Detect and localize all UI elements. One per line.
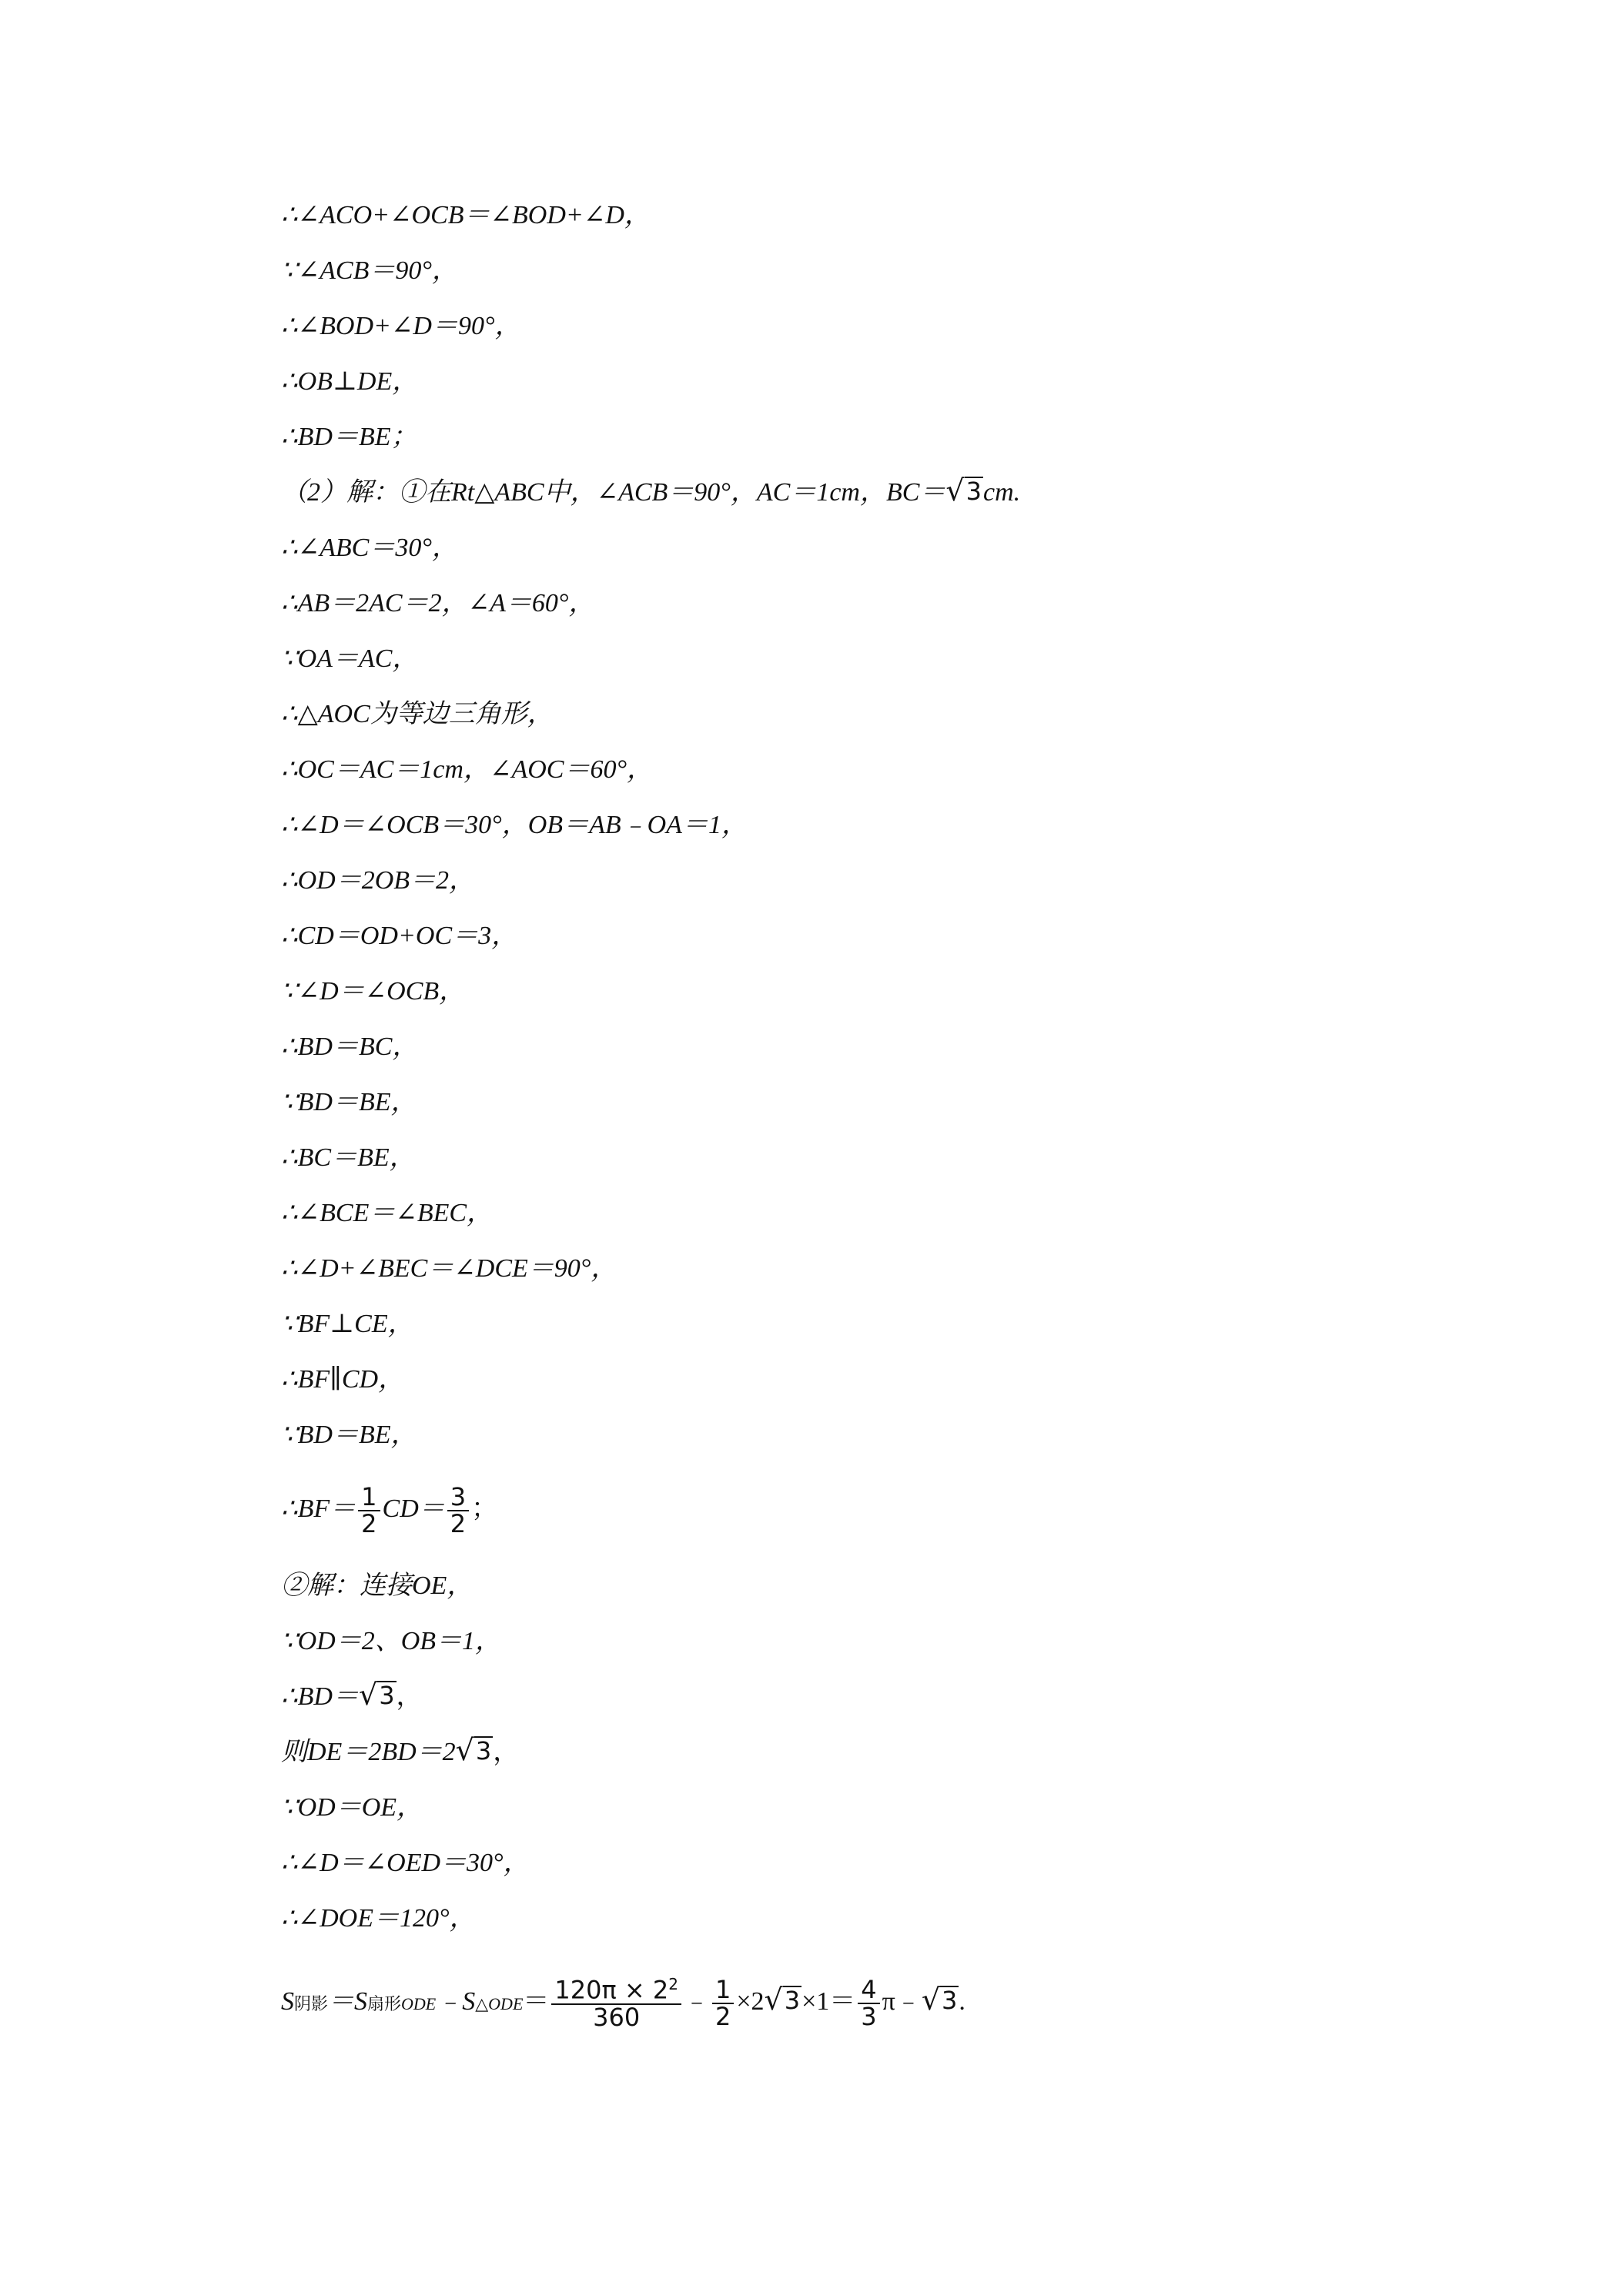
- line-9: ∵OA＝AC，: [281, 644, 419, 673]
- line-11: ∴OC＝AC＝1cm，∠AOC＝60°，: [281, 755, 654, 784]
- sqrt-3: √ 3: [921, 1983, 958, 2017]
- line-31: ∴∠DOE＝120°，: [281, 1904, 476, 1933]
- line-22: ∴BF∥CD，: [281, 1365, 405, 1394]
- line-21: ∵BF⊥CE，: [281, 1310, 414, 1338]
- line-4: ∴OB⊥DE，: [281, 367, 419, 396]
- line-18: ∴BC＝BE，: [281, 1143, 416, 1172]
- line-8: ∴AB＝2AC＝2，∠A＝60°，: [281, 589, 595, 618]
- line-26: ∵OD＝2、OB＝1，: [281, 1627, 502, 1655]
- line-5: ∴BD＝BE；: [281, 423, 417, 451]
- line-19: ∴∠BCE＝∠BEC，: [281, 1199, 494, 1227]
- line-15: ∵∠D＝∠OCB，: [281, 977, 466, 1006]
- fraction-four-thirds: $\frac{4}{3}$: [858, 1977, 879, 2030]
- sqrt-3: √ 3: [945, 474, 982, 507]
- line-1: ∴∠ACO+∠OCB＝∠BOD+∠D，: [281, 201, 651, 229]
- sqrt-3: √ 3: [358, 1678, 395, 1712]
- line-29: ∵OD＝OE，: [281, 1793, 423, 1822]
- line-32-area-formula: S阴影＝S扇形ODE﹣S△ODE＝ $\frac{120\pi \times 2^2}{360}$ ﹣ $\frac{1}{2}$ ×2 √ 3 ×1＝ $\frac{4}{3}$ π﹣ √ 3 .: [281, 1974, 965, 2033]
- sqrt-3: √ 3: [764, 1983, 801, 2017]
- line-25: ②解：连接OE，: [281, 1571, 474, 1600]
- line-7: ∴∠ABC＝30°，: [281, 534, 458, 562]
- line-14: ∴CD＝OD+OC＝3，: [281, 922, 518, 950]
- line-6: （2）解：①在Rt△ABC中，∠ACB＝90°，AC＝1cm，BC＝ √ 3 cm.: [281, 474, 1021, 507]
- line-23: ∵BD＝BE，: [281, 1421, 417, 1449]
- line-17: ∵BD＝BE，: [281, 1088, 417, 1116]
- line-12: ∴∠D＝∠OCB＝30°，OB＝AB﹣OA＝1，: [281, 811, 748, 839]
- sqrt-3: √ 3: [455, 1733, 492, 1767]
- line-30: ∴∠D＝∠OED＝30°，: [281, 1849, 530, 1877]
- line-20: ∴∠D+∠BEC＝∠DCE＝90°，: [281, 1254, 617, 1283]
- line-13: ∴OD＝2OB＝2，: [281, 866, 476, 895]
- line-24: ∴BF＝ $\frac{1}{2}$ CD＝ $\frac{3}{2}$ ；: [281, 1481, 498, 1539]
- line-16: ∴BD＝BC，: [281, 1033, 419, 1061]
- sector-area-fraction: $\frac{120\pi \times 2^2}{360}$: [551, 1976, 681, 2031]
- line-3: ∴∠BOD+∠D＝90°，: [281, 312, 521, 340]
- line-10: ∴△AOC为等边三角形，: [281, 700, 554, 728]
- fraction-one-half: $\frac{1}{2}$: [358, 1484, 380, 1538]
- line-28: 则DE＝2BD＝2 √ 3 ，: [281, 1733, 520, 1767]
- line-27: ∴BD＝ √ 3 ，: [281, 1678, 423, 1712]
- fraction-one-half: $\frac{1}{2}$: [712, 1977, 734, 2030]
- line-2: ∵∠ACB＝90°，: [281, 256, 458, 285]
- fraction-three-halves: $\frac{3}{2}$: [447, 1484, 469, 1538]
